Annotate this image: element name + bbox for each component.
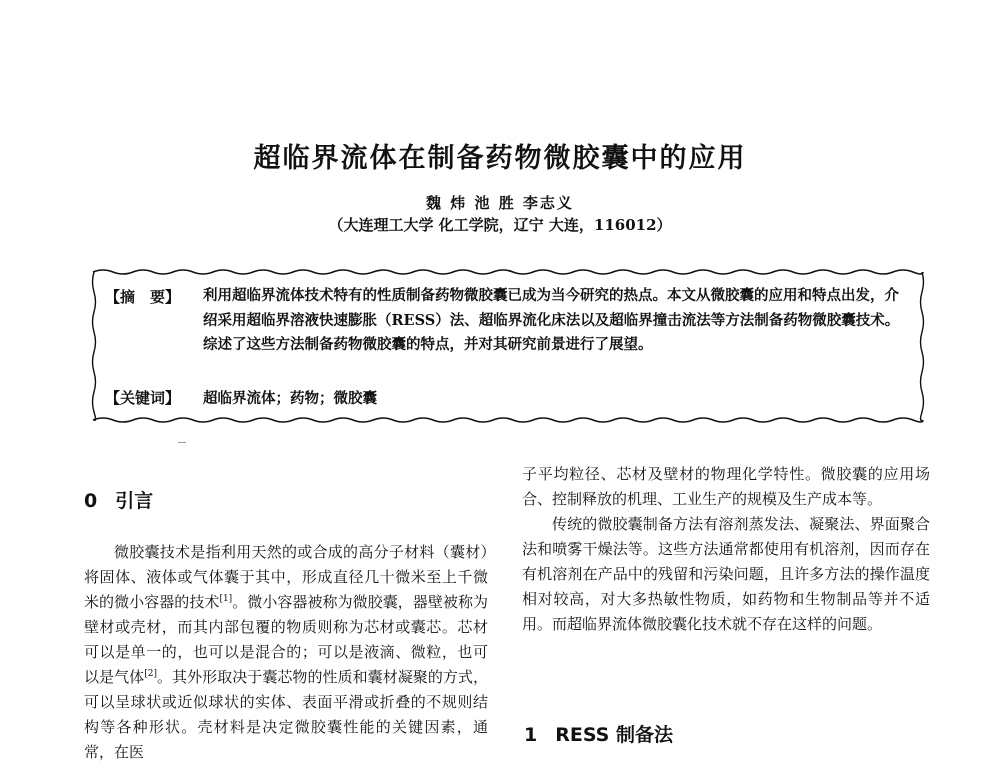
intro-paragraph: [84, 540, 488, 765]
section-number: 1: [524, 724, 538, 746]
abstract-label: 【摘 要】: [105, 288, 181, 306]
intro-text-part-2: 。微小容器被称为微胶囊，器壁被称为壁材或壳材，而其内部包覆的物质则称为芯材或囊芯。芯材可以是单一的，也可以是混合的；可以是液滴、微粒，也可以是气体: [84, 593, 488, 686]
paper-affiliation: （大连理工大学 化工学院，辽宁 大连，116012）: [328, 216, 672, 234]
keywords-label: 【关键词】: [105, 389, 181, 407]
paper-title: 超临界流体在制备药物微胶囊中的应用: [253, 143, 747, 174]
section-title: RESS 制备法: [555, 724, 673, 746]
citation-1: [1]: [219, 594, 233, 604]
keywords-text: 超临界流体；药物；微胶囊: [203, 390, 377, 407]
intro-text-part-1: 微胶囊技术是指利用天然的或合成的高分子材料（囊材）将固体、液体或气体囊于其中，形成直径几十微米至上千微米的微小容器的技术: [84, 543, 488, 611]
section-heading-intro: [84, 486, 153, 513]
intro-text-part-3: 。其外形取决于囊芯物的性质和囊材凝聚的方式，可以呈球状或近似球状的实体、表面平滑或折叠的不规则结构等各种形状。壳材料是决定微胶囊性能的关键因素，通常，在医: [84, 668, 488, 761]
abstract-box: [91, 266, 926, 426]
abstract-text: 利用超临界流体技术特有的性质制备药物微胶囊已成为当今研究的热点。本文从微胶囊的应用和特点出发，介绍采用超临界溶液快速膨胀（RESS）法、超临界流化床法以及超临界撞击流法等方法制备药物微胶囊技术。综述了这些方法制备药物微胶囊的特点，并对其研究前景进行了展望。: [203, 287, 900, 353]
scan-mark: [178, 442, 186, 443]
intro-column: [84, 540, 488, 765]
right-column: [522, 462, 930, 637]
section-title: 引言: [115, 490, 154, 512]
section-number: 0: [84, 490, 98, 512]
paper-authors: 魏 炜 池 胜 李志义: [426, 194, 574, 212]
right-paragraph-methods: 传统的微胶囊制备方法有溶剂蒸发法、凝聚法、界面聚合法和喷雾干燥法等。这些方法通常都使用有机溶剂，因而存在有机溶剂在产品中的残留和污染问题，且许多方法的操作温度相对较高，对大多热敏性物质，如药物和生物制品等并不适用。而超临界流体微胶囊化技术就不存在这样的问题。: [522, 515, 930, 633]
section-heading-ress: [524, 720, 673, 747]
citation-2: [2]: [144, 669, 157, 679]
right-paragraph-continued: 子平均粒径、芯材及壁材的物理化学特性。微胶囊的应用场合、控制释放的机理、工业生产的规模及生产成本等。: [522, 465, 930, 508]
